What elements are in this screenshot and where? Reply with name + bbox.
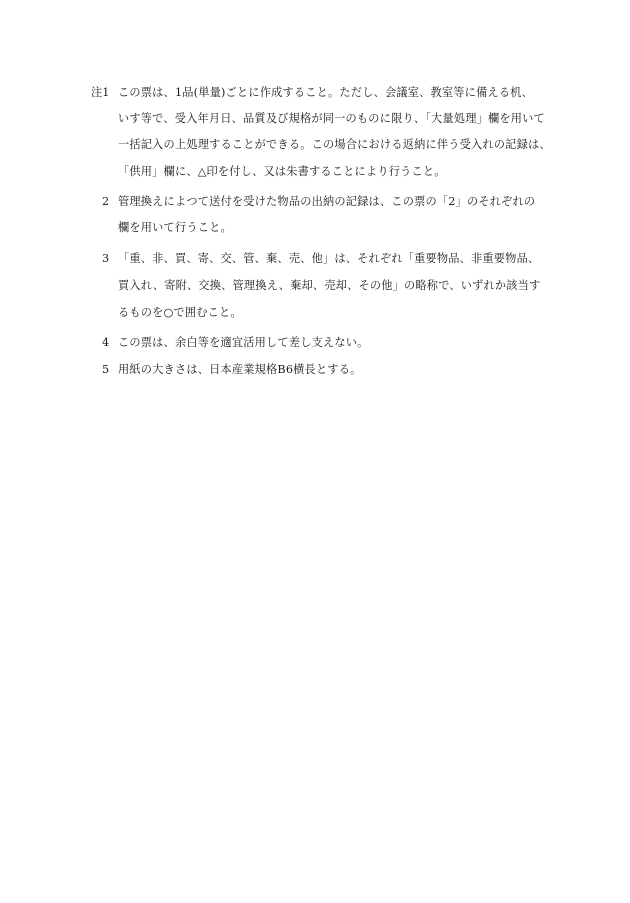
- note-5-line-1: 用紙の大きさは、日本産業規格B6横長とする。: [118, 363, 362, 376]
- note-1-line-1: この票は、1品(単量)ごとに作成すること。ただし、会議室、教室等に備える机、: [118, 86, 534, 99]
- note-1-label: 注1: [91, 86, 110, 99]
- note-4-line-1: この票は、余白等を適宜活用して差し支えない。: [118, 336, 369, 349]
- note-1-line-4: 「供用」欄に、△印を付し、又は朱書することにより行うこと。: [118, 165, 446, 178]
- note-1-line-3: 一括記入の上処理することができる。この場合における返納に伴う受入れの記録は、: [118, 138, 551, 151]
- note-3-label: 3: [102, 252, 110, 265]
- note-3-line-3: るものを○で囲むこと。: [118, 306, 242, 319]
- note-2-line-2: 欄を用いて行うこと。: [118, 221, 232, 234]
- note-2-line-1: 管理換えによつて送付を受けた物品の出納の記録は、この票の「2」のそれぞれの: [118, 195, 536, 208]
- note-5-label: 5: [102, 363, 110, 376]
- note-4-label: 4: [102, 336, 110, 349]
- note-1-line-2: いす等で、受入年月日、品質及び規格が同一のものに限り、「大量処理」欄を用いて: [118, 112, 545, 125]
- note-3-line-1: 「重、非、買、寄、交、管、棄、売、他」は、それぞれ「重要物品、非重要物品、: [118, 252, 540, 265]
- note-3-line-2: 買入れ、寄附、交換、管理換え、棄却、売却、その他」の略称で、いずれか該当す: [118, 279, 541, 292]
- note-2-label: 2: [102, 195, 110, 208]
